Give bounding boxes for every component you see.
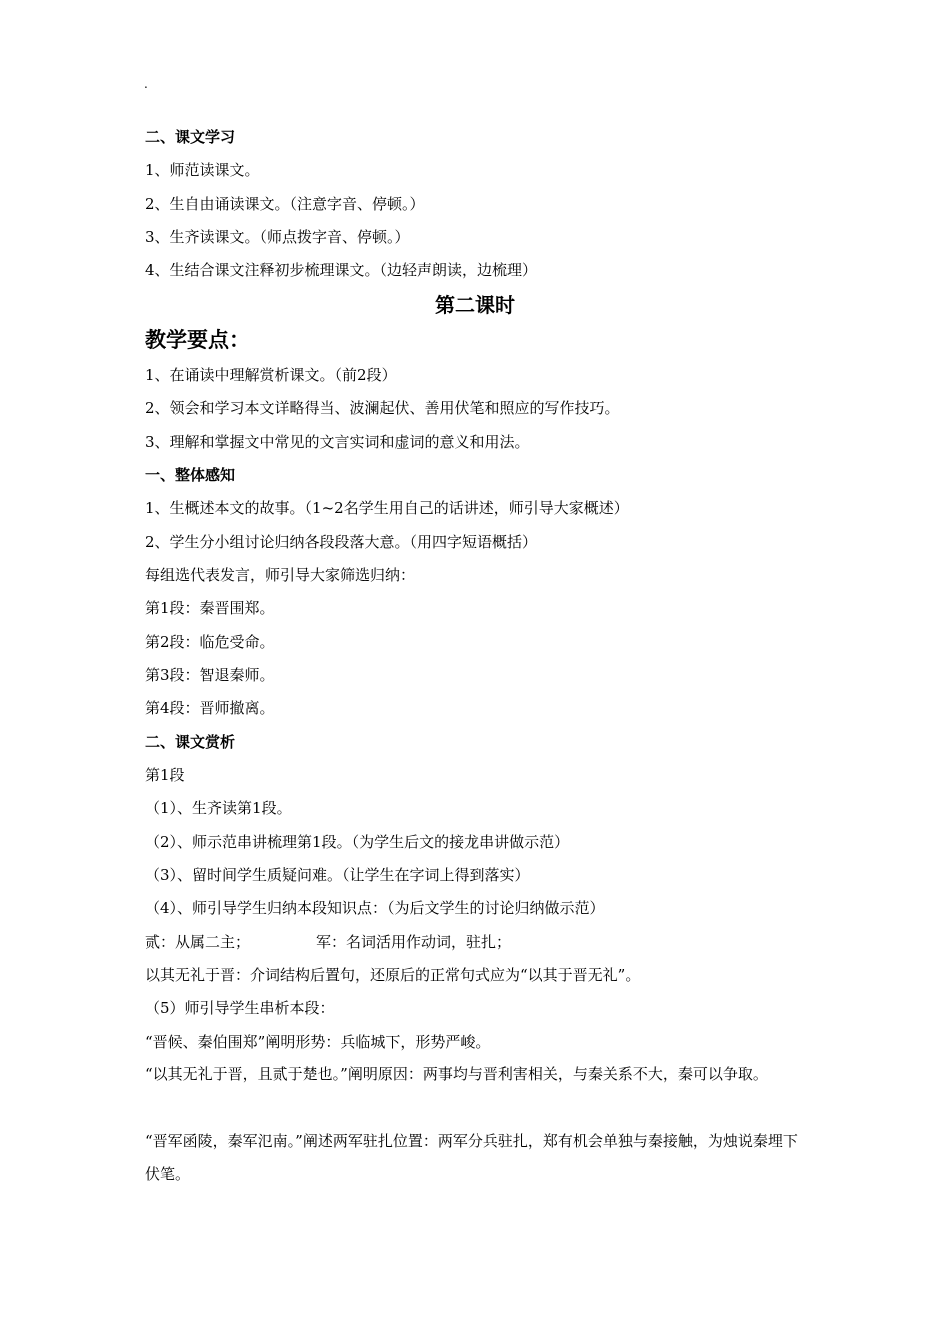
syntax-note: 以其无礼于晋：介词结构后置句，还原后的正常句式应为“以其于晋无礼”。: [145, 966, 641, 984]
section-heading-appreciation: 二、课文赏析: [145, 733, 236, 751]
list-item: （2）、师示范串讲梳理第1段。（为学生后文的接龙串讲做示范）: [145, 833, 570, 851]
list-item: 1、在诵读中理解赏析课文。（前2段）: [145, 366, 397, 384]
section-heading-overall: 一、整体感知: [145, 466, 236, 484]
vocab-right: 军：名词活用作动词，驻扎；: [316, 933, 512, 951]
list-item: 2、领会和学习本文详略得当、波澜起伏、善用伏笔和照应的写作技巧。: [145, 399, 620, 417]
analysis-line: “晋候、秦伯围郑”阐明形势：兵临城下，形势严峻。: [145, 1033, 491, 1051]
top-mark: .: [144, 77, 148, 91]
analysis-paragraph: “晋军函陵，秦军氾南。”阐述两军驻扎位置：两军分兵驻扎，郑有机会单独与秦接触，为烛说秦埋下伏笔。: [145, 1132, 798, 1183]
section-heading-text-study: 二、课文学习: [145, 128, 236, 146]
list-item: 第2段：临危受命。: [145, 633, 275, 651]
list-item: （1）、生齐读第1段。: [145, 799, 292, 817]
vocab-line: [145, 932, 825, 952]
list-item: 3、理解和掌握文中常见的文言实词和虚词的意义和用法。: [145, 433, 530, 451]
vocab-left: 贰：从属二主；: [145, 933, 251, 951]
analysis-paragraph: “以其无礼于晋，且贰于楚也。”阐明原因：两事均与晋利害相关，与秦关系不大，秦可以争取。: [145, 1065, 768, 1083]
list-item: 2、学生分小组讨论归纳各段段落大意。（用四字短语概括）: [145, 533, 538, 551]
list-item: 第4段：晋师撤离。: [145, 699, 275, 717]
lesson-title: 第二课时: [435, 293, 515, 317]
list-item: （4）、师引导学生归纳本段知识点：（为后文学生的讨论归纳做示范）: [145, 899, 605, 917]
list-item: 1、师范读课文。: [145, 161, 260, 179]
list-item: 2、生自由诵读课文。（注意字音、停顿。）: [145, 195, 425, 213]
list-item: （3）、留时间学生质疑问难。（让学生在字词上得到落实）: [145, 866, 530, 884]
list-item: 每组选代表发言，师引导大家筛选归纳：: [145, 566, 416, 584]
list-item: 1、生概述本文的故事。（1~2名学生用自己的话讲述，师引导大家概述）: [145, 499, 629, 517]
list-item: 3、生齐读课文。（师点拨字音、停顿。）: [145, 228, 410, 246]
list-item: （5）师引导学生串析本段：: [145, 999, 335, 1017]
paragraph-label: 第1段: [145, 766, 185, 784]
list-item: 第3段：智退秦师。: [145, 666, 275, 684]
key-points-heading: 教学要点：: [145, 328, 250, 352]
list-item: 4、生结合课文注释初步梳理课文。（边轻声朗读，边梳理）: [145, 261, 538, 279]
list-item: 第1段：秦晋围郑。: [145, 599, 275, 617]
